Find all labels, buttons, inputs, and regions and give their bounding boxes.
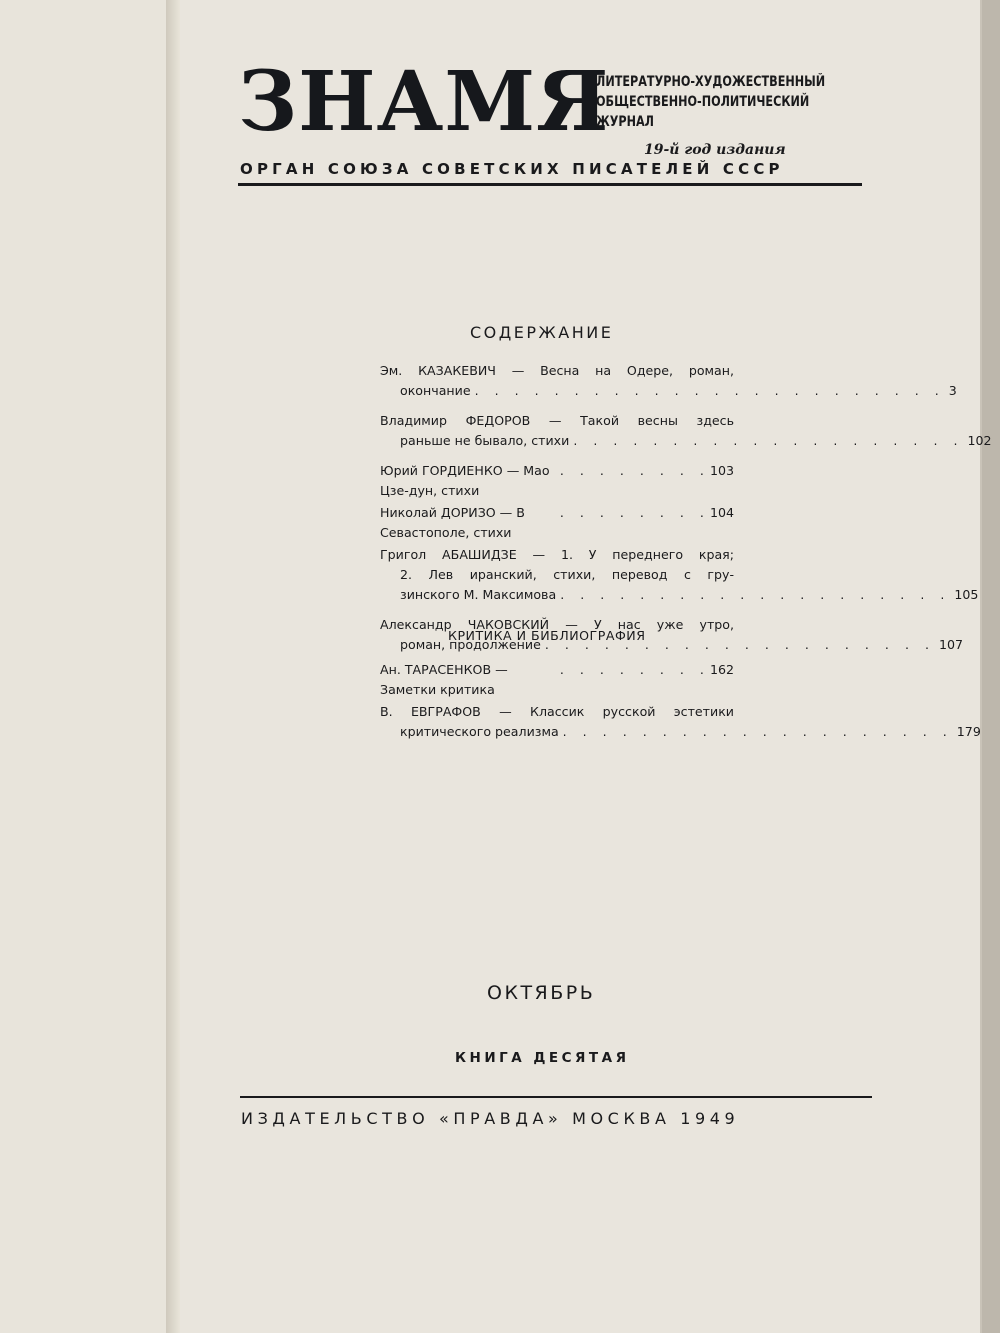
toc-page-number: 103 [709,463,734,478]
toc-entry-text: Юрий ГОРДИЕНКО — Мао Цзе-дун, стихи [380,463,550,498]
toc-entry-text: зинского М. Максимова [400,587,557,602]
leader-dots: . . . . . . . . . . . . . . . . . . . . [573,433,964,448]
publication-year: 19-й год издания [644,142,786,158]
toc-page-number: 107 [938,637,963,652]
toc-entry-text: раньше не бывало, стихи [400,433,570,448]
leader-dots: . . . . . . . . [559,463,710,478]
toc-entry-last-line [380,660,734,700]
leader-dots: . . . . . . . . . . . . . . . . . . . . [562,724,953,739]
toc-entry-last-line [380,461,734,501]
toc-entry-text: роман, продолжение [400,637,541,652]
toc-entry [380,361,957,401]
toc-entry-last-line [380,722,981,742]
toc-entry [380,503,734,543]
toc-entry [380,702,981,742]
left-page-edge [0,0,171,1333]
toc-entry-last-line [380,585,979,605]
toc-entry-text: В. ЕВГРАФОВ — Классик русской эстетики [380,704,734,719]
toc-entry-text: Ан. ТАРАСЕНКОВ — Заметки критика [380,662,508,697]
toc-entry-text: 2. Лев иранский, стихи, перевод с гру- [400,567,734,582]
leader-dots: . . . . . . . . [559,662,710,677]
toc-entry-text: Григол АБАШИДЗЕ — 1. У переднего края; [380,547,734,562]
subtitle-line: ОБЩЕСТВЕННО-ПОЛИТИЧЕСКИЙ [596,94,810,110]
toc-entry [380,545,979,605]
issue-month: ОКТЯБРЬ [487,982,596,1004]
magazine-subtitle [596,72,828,132]
toc-entry-text: окончание [400,383,471,398]
toc-entry [380,461,734,501]
toc-page-number: 104 [709,505,734,520]
organ-line: ОРГАН СОЮЗА СОВЕТСКИХ ПИСАТЕЛЕЙ СССР [240,160,784,178]
criticism-contents [380,660,981,752]
toc-entry-text: Владимир ФЕДОРОВ — Такой весны здесь [380,413,734,428]
subtitle-line: ЛИТЕРАТУРНО-ХУДОЖЕСТВЕННЫЙ [596,74,826,90]
subtitle-line: ЖУРНАЛ [596,114,655,130]
magazine-logo: ЗНАМЯ [238,54,610,150]
contents-title: СОДЕРЖАНИЕ [470,323,614,342]
toc-entry [380,411,992,451]
toc-entry-text: Эм. КАЗАКЕВИЧ — Весна на Одере, роман, [380,363,734,378]
toc-entry-last-line [380,431,992,451]
toc-page-number: 162 [709,662,734,677]
toc-entry-text: Александр ЧАКОВСКИЙ — У нас уже утро, [380,617,734,632]
publisher-imprint: ИЗДАТЕЛЬСТВО «ПРАВДА» МОСКВА 1949 [241,1109,740,1128]
leader-dots: . . . . . . . . . . . . . . . . . . . . [544,637,935,652]
leader-dots: . . . . . . . . . . . . . . . . . . . . . . . . [474,383,945,398]
toc-entry-last-line [380,381,957,401]
toc-page-number: 179 [956,724,981,739]
imprint-rule [240,1096,872,1098]
toc-page-number: 102 [967,433,992,448]
masthead-rule [238,183,862,186]
toc-page-number: 105 [954,587,979,602]
toc-page-number: 3 [948,383,957,398]
issue-book-number: КНИГА ДЕСЯТАЯ [455,1050,630,1066]
toc-entry-text: критического реализма [400,724,559,739]
toc-entry-text: Николай ДОРИЗО — В Севастополе, стихи [380,505,525,540]
toc-entry [380,660,734,700]
section-title-criticism: КРИТИКА И БИБЛИОГРАФИЯ [448,628,646,643]
leader-dots: . . . . . . . . [559,505,710,520]
toc-entry-last-line [380,503,734,543]
table-of-contents [380,361,992,665]
leader-dots: . . . . . . . . . . . . . . . . . . . . [560,587,951,602]
